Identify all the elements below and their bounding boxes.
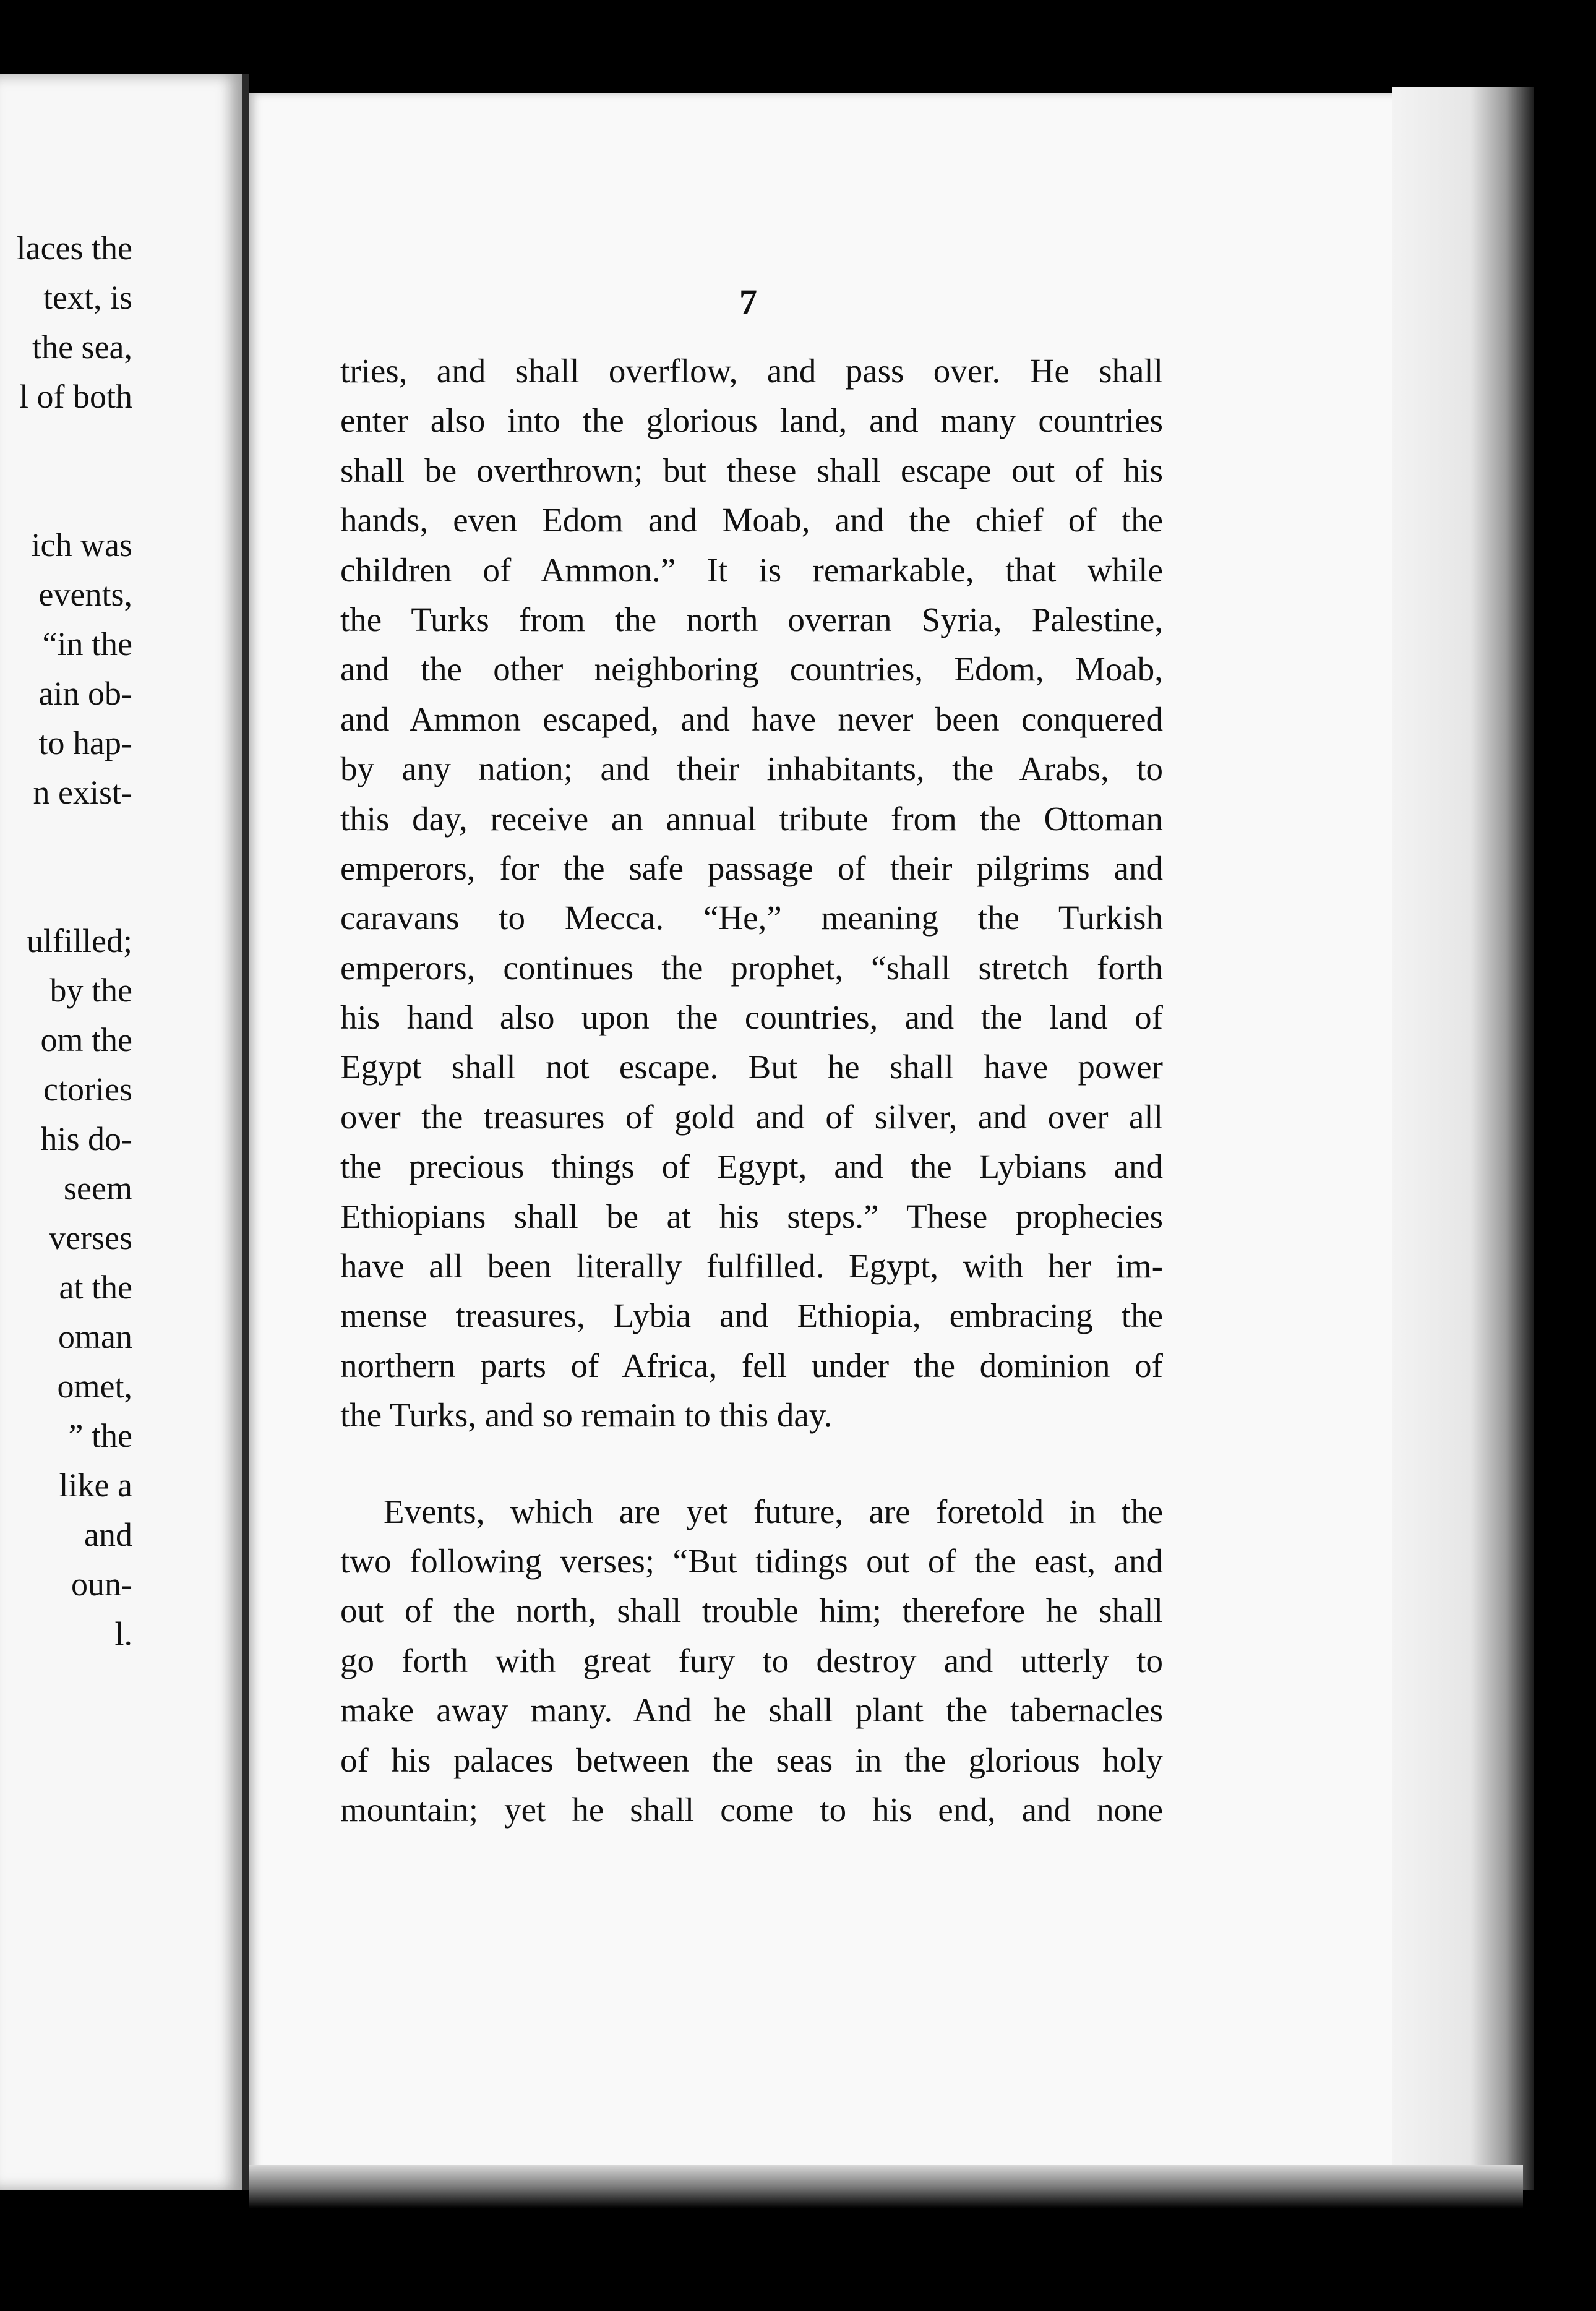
text-line: Egypt shall not escape. But he shall have power: [340, 1048, 1163, 1086]
text-line: over the treasures of gold and of silver, and over all: [340, 1097, 1163, 1136]
previous-page-line: at the: [59, 1269, 132, 1306]
text-line: of his palaces between the seas in the glorious holy: [340, 1741, 1163, 1779]
previous-page-line: “in the: [42, 625, 132, 662]
previous-page-line: his do-: [40, 1120, 132, 1157]
previous-page-line: oun-: [71, 1566, 132, 1603]
paragraph: [340, 1487, 1163, 1835]
previous-page-line: ain ob-: [38, 675, 132, 712]
previous-page-line: the sea,: [32, 328, 132, 366]
text-line: hands, even Edom and Moab, and the chief of the: [340, 501, 1163, 539]
text-line: northern parts of Africa, fell under the dominion of: [340, 1346, 1163, 1384]
previous-page-line: omet,: [57, 1368, 132, 1405]
previous-page-line: ctories: [43, 1071, 132, 1108]
text-line: Ethiopians shall be at his steps.” These prophecies: [340, 1197, 1163, 1235]
previous-page-line: l.: [114, 1615, 132, 1652]
text-line: make away many. And he shall plant the tabernacles: [340, 1691, 1163, 1730]
paragraph: [340, 346, 1163, 1441]
text-line: go forth with great fury to destroy and utterly to: [340, 1641, 1163, 1679]
page-right-edge: [1392, 87, 1534, 2190]
previous-page-line: ulfilled;: [27, 922, 132, 959]
page-bottom-edge: [249, 2165, 1523, 2208]
text-line: emperors, for the safe passage of their pilgrims and: [340, 849, 1163, 887]
text-line: tries, and shall overflow, and pass over. He shall: [340, 352, 1163, 390]
text-line: his hand also upon the countries, and the land of: [340, 998, 1163, 1037]
text-line: and the other neighboring countries, Edom, Moab,: [340, 650, 1163, 688]
text-line: the Turks, and so remain to this day.: [340, 1396, 833, 1434]
previous-page-line: like a: [59, 1467, 132, 1504]
previous-page-line: verses: [49, 1219, 132, 1256]
text-line: caravans to Mecca. “He,” meaning the Turkish: [340, 899, 1163, 937]
previous-page-line: ” the: [68, 1417, 132, 1454]
text-line: have all been literally fulfilled. Egypt, with her im-: [340, 1247, 1163, 1285]
previous-page-line: l of both: [19, 378, 132, 415]
text-line: enter also into the glorious land, and many countries: [340, 401, 1163, 440]
previous-page-edge: [0, 74, 249, 2190]
text-line: out of the north, shall trouble him; therefore he shall: [340, 1592, 1163, 1630]
text-line: this day, receive an annual tribute from the Ottoman: [340, 799, 1163, 838]
text-line: mense treasures, Lybia and Ethiopia, embracing the: [340, 1297, 1163, 1335]
text-line: two following verses; “But tidings out of the east, and: [340, 1541, 1163, 1580]
previous-page-line: seem: [64, 1170, 132, 1207]
text-line: emperors, continues the prophet, “shall stretch forth: [340, 948, 1163, 987]
text-line: Events, which are yet future, are foretold in the: [384, 1492, 1163, 1530]
previous-page-line: to hap-: [38, 724, 132, 761]
page-number: 7: [739, 282, 757, 322]
previous-page-line: n exist-: [33, 774, 132, 811]
previous-page-line: ich was: [31, 526, 132, 564]
previous-page-line: events,: [38, 576, 132, 613]
page-body-text: [340, 346, 1163, 1835]
text-line: children of Ammon.” It is remarkable, that while: [340, 551, 1163, 589]
previous-page-line: and: [84, 1516, 132, 1553]
text-line: shall be overthrown; but these shall escape out of his: [340, 451, 1163, 489]
previous-page-line: om the: [40, 1021, 132, 1058]
text-line: by any nation; and their inhabitants, the Arabs, to: [340, 750, 1163, 788]
previous-page-line: by the: [49, 972, 132, 1009]
previous-page-line: laces the: [16, 229, 132, 267]
text-line: the Turks from the north overran Syria, Palestine,: [340, 600, 1163, 638]
text-line: the precious things of Egypt, and the Lybians and: [340, 1147, 1163, 1186]
paragraph-gap: [340, 1441, 1163, 1487]
previous-page-line: text, is: [43, 279, 132, 316]
text-line: mountain; yet he shall come to his end, and none: [340, 1790, 1163, 1829]
text-line: and Ammon escaped, and have never been conquered: [340, 700, 1163, 738]
previous-page-line: oman: [58, 1318, 132, 1355]
